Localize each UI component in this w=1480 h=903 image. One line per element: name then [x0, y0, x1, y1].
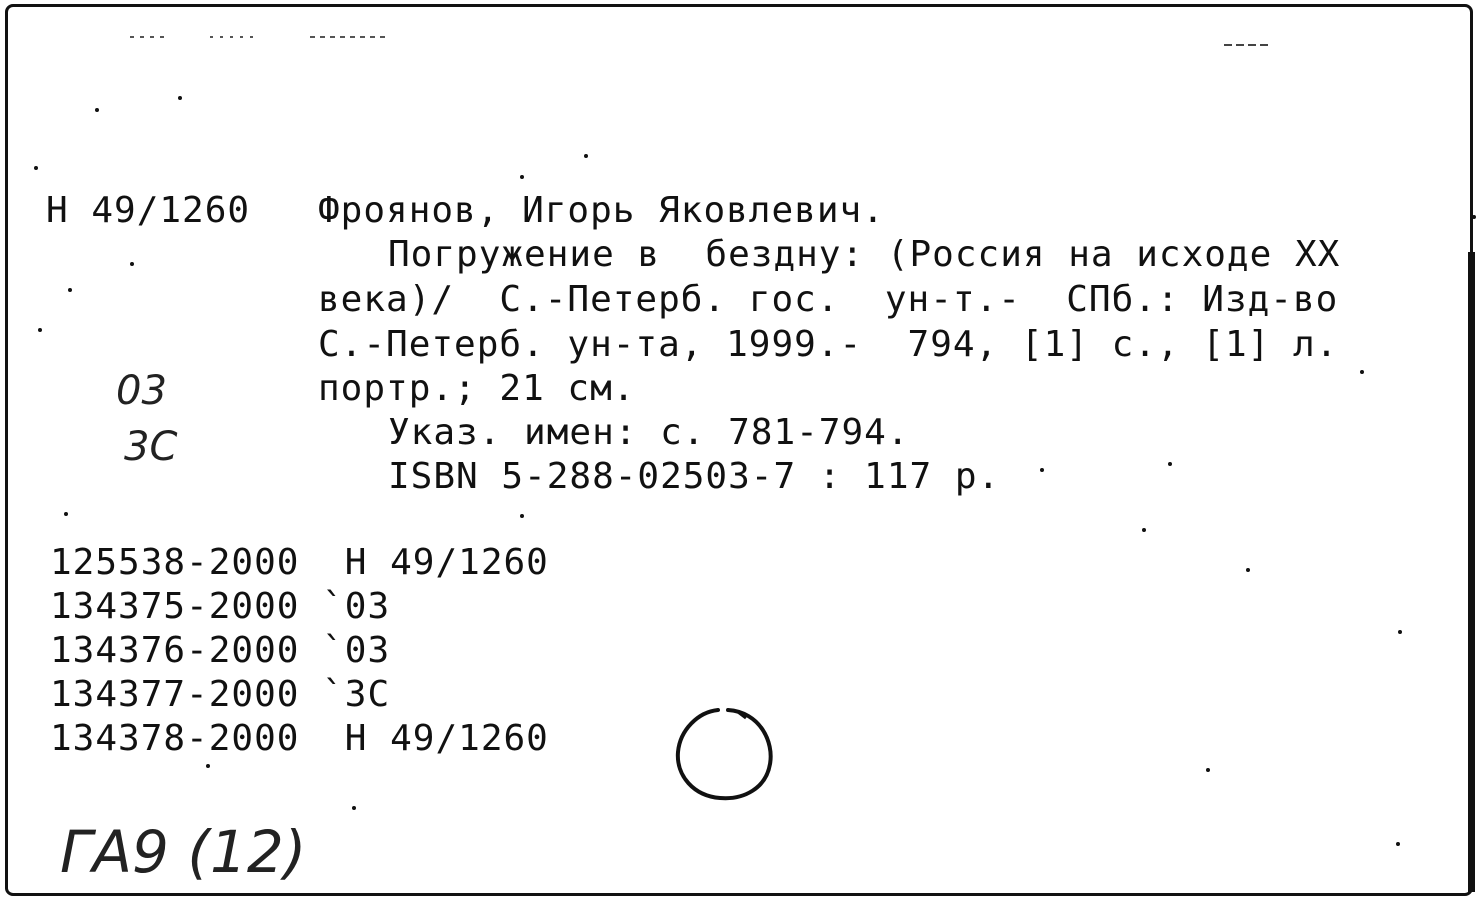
inventory-row: 134375-2000 `03: [50, 586, 391, 627]
scan-speck: [68, 288, 72, 292]
scan-speck: [520, 175, 524, 179]
hand-drawn-circle: [668, 702, 780, 806]
scan-speck: [1360, 370, 1364, 374]
inventory-list: [50, 542, 549, 762]
handwritten-shelf-mark: ГА9 (12): [60, 818, 307, 886]
scan-speck: [38, 328, 42, 332]
scan-speck: [95, 108, 99, 112]
handwritten-mark-03: 03: [116, 368, 167, 414]
card-edge-shadow: [1468, 252, 1475, 892]
isbn-price: ISBN 5-288-02503-7 : 117 р.: [388, 456, 1001, 497]
scan-speck: [352, 806, 356, 810]
scan-speck: [1142, 528, 1146, 532]
scan-speck: [206, 764, 210, 768]
scan-speck: [130, 262, 134, 266]
handwritten-mark-3c: 3С: [124, 424, 178, 470]
scan-speck: [1040, 468, 1044, 472]
title-line-2: века)/ С.-Петерб. гос. ун-т.- СПб.: Изд-во: [318, 279, 1339, 320]
imprint-line: С.-Петерб. ун-та, 1999.- 794, [1] с., [1] л.: [318, 324, 1339, 365]
index-note: Указ. имен: с. 781-794.: [388, 412, 910, 453]
scan-speck: [520, 514, 524, 518]
scan-speck: [1396, 842, 1400, 846]
inventory-row: 125538-2000 Н 49/1260: [50, 542, 549, 583]
inventory-row: 134376-2000 `03: [50, 630, 391, 671]
scan-speck: [1168, 462, 1172, 466]
title-line-1: Погружение в бездну: (Россия на исходе XX: [388, 234, 1341, 275]
scan-speck: [178, 96, 182, 100]
scan-speck: [1206, 768, 1210, 772]
scan-speck: [1398, 630, 1402, 634]
inventory-row: 134378-2000 Н 49/1260: [50, 718, 549, 759]
scan-speck: [584, 154, 588, 158]
scan-speck: [34, 166, 38, 170]
scan-speck: [1246, 568, 1250, 572]
scan-speck: [64, 512, 68, 516]
scan-dashes: [1222, 40, 1272, 50]
author-heading: Фроянов, Игорь Яковлевич.: [318, 190, 885, 231]
physical-description: портр.; 21 см.: [318, 368, 636, 409]
inventory-row: 134377-2000 `3С: [50, 674, 391, 715]
scan-speck: [1472, 215, 1476, 219]
scan-dashes: [130, 30, 400, 44]
call-number: Н 49/1260: [46, 190, 251, 231]
